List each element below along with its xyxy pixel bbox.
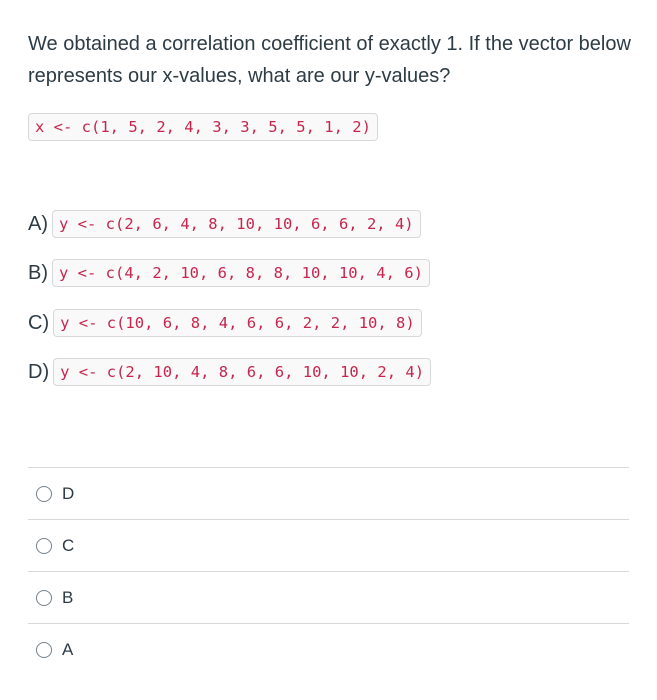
option-code: y <- c(2, 10, 4, 8, 6, 6, 10, 10, 2, 4) — [53, 358, 431, 386]
answer-label: A — [62, 639, 74, 659]
option-code: y <- c(4, 2, 10, 6, 8, 8, 10, 10, 4, 6) — [52, 259, 430, 287]
option-code: y <- c(2, 6, 4, 8, 10, 10, 6, 6, 2, 4) — [52, 210, 421, 238]
answer-choice-c[interactable] — [28, 519, 629, 571]
option-letter: C) — [28, 311, 50, 334]
option-letter: A) — [28, 212, 48, 235]
answer-choice-b[interactable] — [28, 571, 629, 623]
option-b — [28, 259, 430, 287]
answer-label: D — [62, 483, 75, 503]
radio-button[interactable] — [36, 642, 52, 658]
answer-choice-a[interactable] — [28, 623, 629, 675]
radio-button[interactable] — [36, 538, 52, 554]
option-letter: B) — [28, 261, 48, 284]
x-vector-code: x <- c(1, 5, 2, 4, 3, 3, 5, 5, 1, 2) — [28, 113, 378, 141]
option-a — [28, 210, 421, 238]
answer-label: B — [62, 587, 74, 607]
option-d — [28, 358, 431, 386]
option-code: y <- c(10, 6, 8, 4, 6, 6, 2, 2, 10, 8) — [53, 309, 422, 337]
option-c — [28, 309, 422, 337]
answer-label: C — [62, 535, 75, 555]
option-letter: D) — [28, 360, 50, 383]
radio-button[interactable] — [36, 486, 52, 502]
radio-button[interactable] — [36, 590, 52, 606]
answer-choice-d[interactable] — [28, 467, 629, 519]
question-text: We obtained a correlation coefficient of exactly 1. If the vector below represents our x-values, what are our y-values? — [28, 33, 631, 87]
answer-choices — [28, 467, 629, 675]
